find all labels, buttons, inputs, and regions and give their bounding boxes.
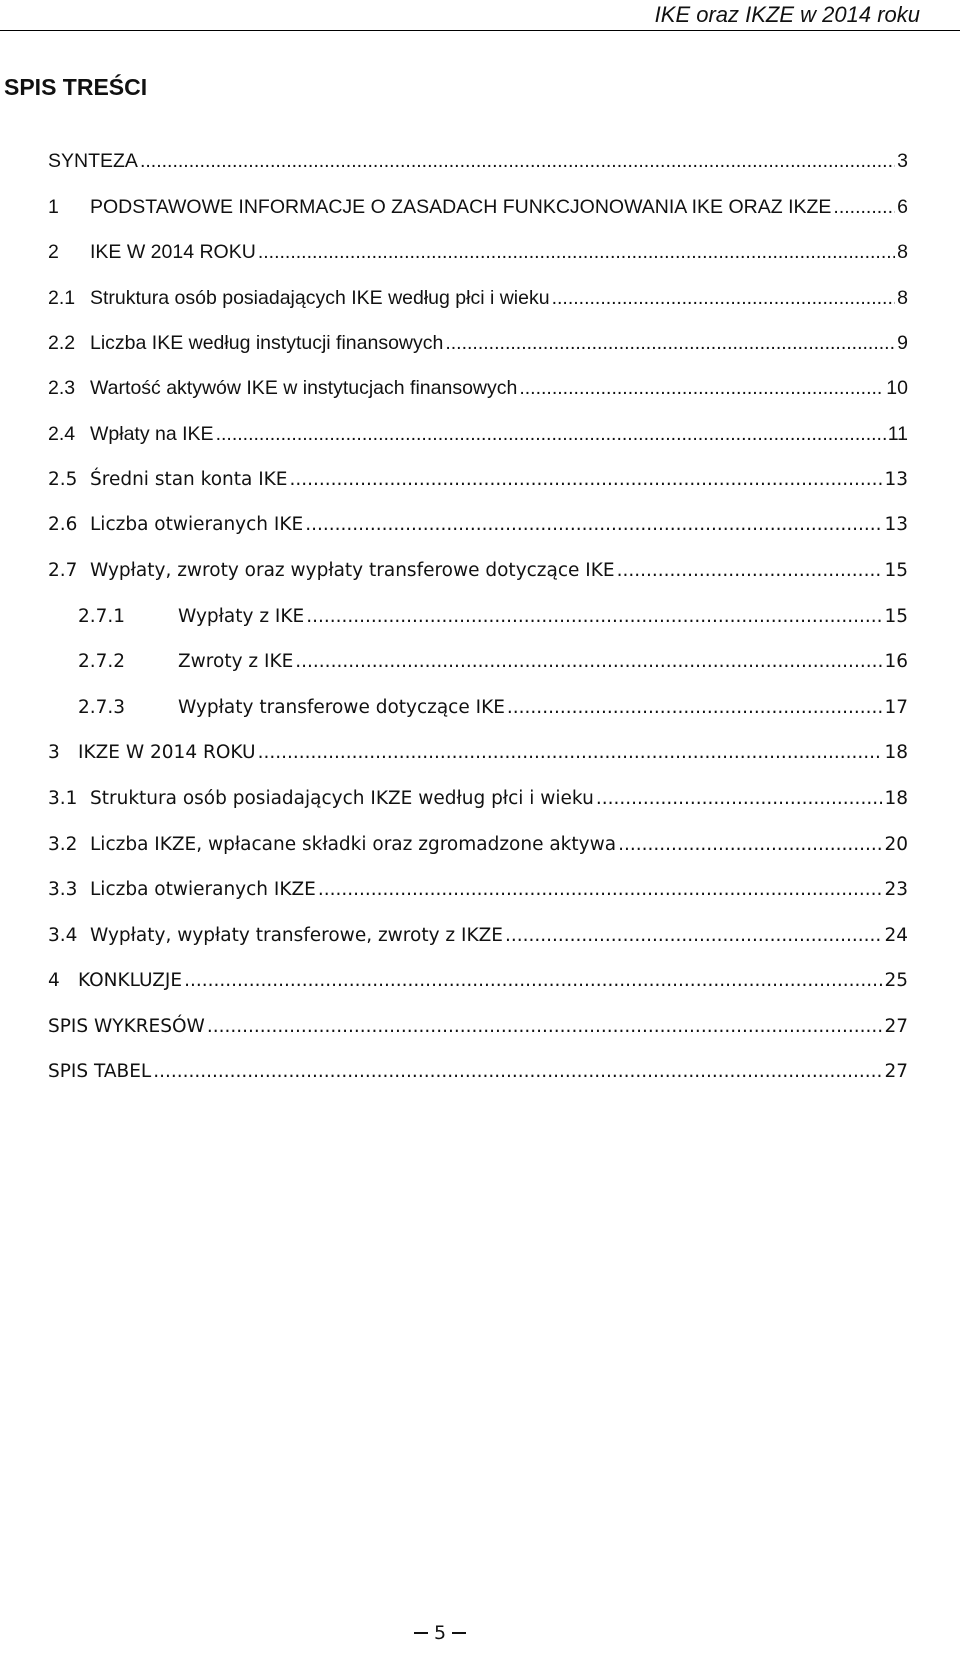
toc-dot-leader (505, 925, 883, 946)
toc-entry-2[interactable] (48, 241, 908, 271)
toc-entry-title: Liczba otwieranych IKZE (90, 879, 316, 900)
toc-entry-page: 15 (884, 560, 908, 581)
toc-entry-title: Średni stan konta IKE (90, 469, 288, 490)
toc-entry-title: Struktura osób posiadających IKZE według płci i wieku (90, 788, 594, 809)
toc-entry-title: Wypłaty, zwroty oraz wypłaty transferowe dotyczące IKE (90, 560, 615, 581)
toc-entry-title: Wartość aktywów IKE w instytucjach finansowych (90, 377, 518, 399)
toc-dot-leader (552, 287, 896, 310)
toc-entry-number: 4 (48, 970, 60, 991)
toc-entry-page: 3 (897, 150, 908, 172)
toc-entry-page: 20 (884, 834, 908, 855)
toc-dot-leader (290, 469, 883, 490)
toc-dot-leader (445, 332, 895, 355)
toc-dot-leader (833, 196, 895, 219)
toc-entry-spis-tabel[interactable] (48, 1061, 908, 1091)
toc-dot-leader (318, 879, 883, 900)
toc-dot-leader (258, 241, 895, 264)
toc-entry-2-6[interactable] (48, 514, 908, 544)
toc-entry-page: 13 (884, 469, 908, 490)
running-header (0, 0, 960, 31)
running-header-title: IKE oraz IKZE w 2014 roku (654, 2, 920, 27)
toc-entry-title: Liczba IKE według instytucji finansowych (90, 332, 444, 354)
toc-entry-number: 2.6 (48, 514, 78, 535)
toc-dot-leader (617, 560, 883, 581)
toc-entry-title: Struktura osób posiadających IKE według płci i wieku (90, 287, 550, 309)
toc-dot-leader (258, 742, 883, 763)
toc-entry-3[interactable] (48, 742, 908, 772)
toc-entry-2-1[interactable] (48, 287, 908, 317)
toc-entry-page: 8 (897, 241, 908, 263)
toc-dot-leader (305, 514, 882, 535)
toc-entry-number: 2.3 (48, 377, 76, 399)
toc-dot-leader (306, 606, 882, 627)
toc-entry-number: 2.7.1 (78, 606, 126, 627)
toc-entry-number: 2.7.2 (78, 651, 126, 672)
toc-entry-page: 15 (884, 606, 908, 627)
toc-entry-3-3[interactable] (48, 879, 908, 909)
toc-dot-leader (207, 1016, 883, 1037)
toc-entry-page: 9 (897, 332, 908, 354)
toc-entry-title: KONKLUZJE (78, 970, 183, 991)
page-number-value: 5 (434, 1622, 447, 1644)
toc-entry-title: Wypłaty transferowe dotyczące IKE (178, 697, 505, 718)
toc-entry-title: Wypłaty z IKE (178, 606, 305, 627)
toc-entry-title: IKZE W 2014 ROKU (78, 742, 256, 763)
toc-entry-number: 3.1 (48, 788, 78, 809)
toc-entry-page: 18 (884, 788, 908, 809)
toc-entry-page: 23 (884, 879, 908, 900)
toc-entry-synteza[interactable] (48, 150, 908, 180)
toc-entry-number: 3.3 (48, 879, 78, 900)
page-number (414, 1622, 466, 1644)
toc-entry-page: 27 (884, 1061, 908, 1082)
toc-entry-page: 13 (884, 514, 908, 535)
toc-dot-leader (140, 150, 895, 173)
toc-dot-leader (216, 423, 886, 446)
toc-entry-title: Wpłaty na IKE (90, 423, 214, 445)
toc-entry-page: 6 (897, 196, 908, 218)
toc-entry-number: 2 (48, 241, 59, 263)
toc-entry-1[interactable] (48, 196, 908, 226)
toc-entry-4[interactable] (48, 970, 908, 1000)
toc-entry-number: 2.1 (48, 287, 76, 309)
toc-entry-2-3[interactable] (48, 377, 908, 407)
toc-entry-2-2[interactable] (48, 332, 908, 362)
toc-entry-number: 2.7.3 (78, 697, 126, 718)
toc-entry-title: Liczba IKZE, wpłacane składki oraz zgromadzone aktywa (90, 834, 617, 855)
toc-dot-leader (596, 788, 883, 809)
toc-entry-page: 17 (884, 697, 908, 718)
page-number-dash (414, 1632, 428, 1634)
toc-entry-3-2[interactable] (48, 834, 908, 864)
toc-entry-title: Liczba otwieranych IKE (90, 514, 304, 535)
toc-dot-leader (153, 1061, 882, 1082)
toc-entry-page: 8 (897, 287, 908, 309)
toc-entry-number: 3.2 (48, 834, 78, 855)
page-number-dash (452, 1632, 466, 1634)
toc-entry-title: Zwroty z IKE (178, 651, 294, 672)
toc-dot-leader (295, 651, 882, 672)
toc-entry-page: 11 (887, 423, 908, 445)
toc-entry-page: 16 (884, 651, 908, 672)
toc-entry-number: 2.4 (48, 423, 76, 445)
toc-entry-page: 18 (884, 742, 908, 763)
toc-heading: SPIS TREŚCI (4, 74, 148, 100)
toc-entry-number: 3 (48, 742, 60, 763)
toc-entry-number: 2.5 (48, 469, 78, 490)
toc-dot-leader (184, 970, 882, 991)
toc-entry-number: 1 (48, 196, 59, 218)
toc-entry-page: 24 (884, 925, 908, 946)
toc-entry-title: SYNTEZA (48, 150, 138, 172)
toc-entry-3-1[interactable] (48, 788, 908, 818)
toc-entry-title: PODSTAWOWE INFORMACJE O ZASADACH FUNKCJONOWANIA IKE ORAZ IKZE (90, 196, 832, 218)
toc-entry-spis-wykresow[interactable] (48, 1016, 908, 1046)
toc-entry-2-7-1[interactable] (78, 606, 908, 636)
toc-entry-2-4[interactable] (48, 423, 908, 453)
toc-dot-leader (519, 377, 884, 400)
toc-entry-3-4[interactable] (48, 925, 908, 955)
toc-entry-page: 25 (884, 970, 908, 991)
toc-entry-title: SPIS TABEL (48, 1061, 152, 1082)
toc-entry-title: IKE W 2014 ROKU (90, 241, 256, 263)
toc-entry-number: 3.4 (48, 925, 78, 946)
toc-entry-number: 2.2 (48, 332, 76, 354)
toc-entry-2-7-2[interactable] (78, 651, 908, 681)
toc-entry-2-7-3[interactable] (78, 697, 908, 727)
toc-entry-page: 10 (886, 377, 908, 399)
toc-dot-leader (507, 697, 883, 718)
toc-entry-title: SPIS WYKRESÓW (48, 1016, 205, 1037)
toc-entry-title: Wypłaty, wypłaty transferowe, zwroty z IKZE (90, 925, 503, 946)
toc-entry-page: 27 (884, 1016, 908, 1037)
toc-dot-leader (618, 834, 882, 855)
toc-entry-number: 2.7 (48, 560, 78, 581)
toc-entry-2-5[interactable] (48, 469, 908, 499)
toc-entry-2-7[interactable] (48, 560, 908, 590)
